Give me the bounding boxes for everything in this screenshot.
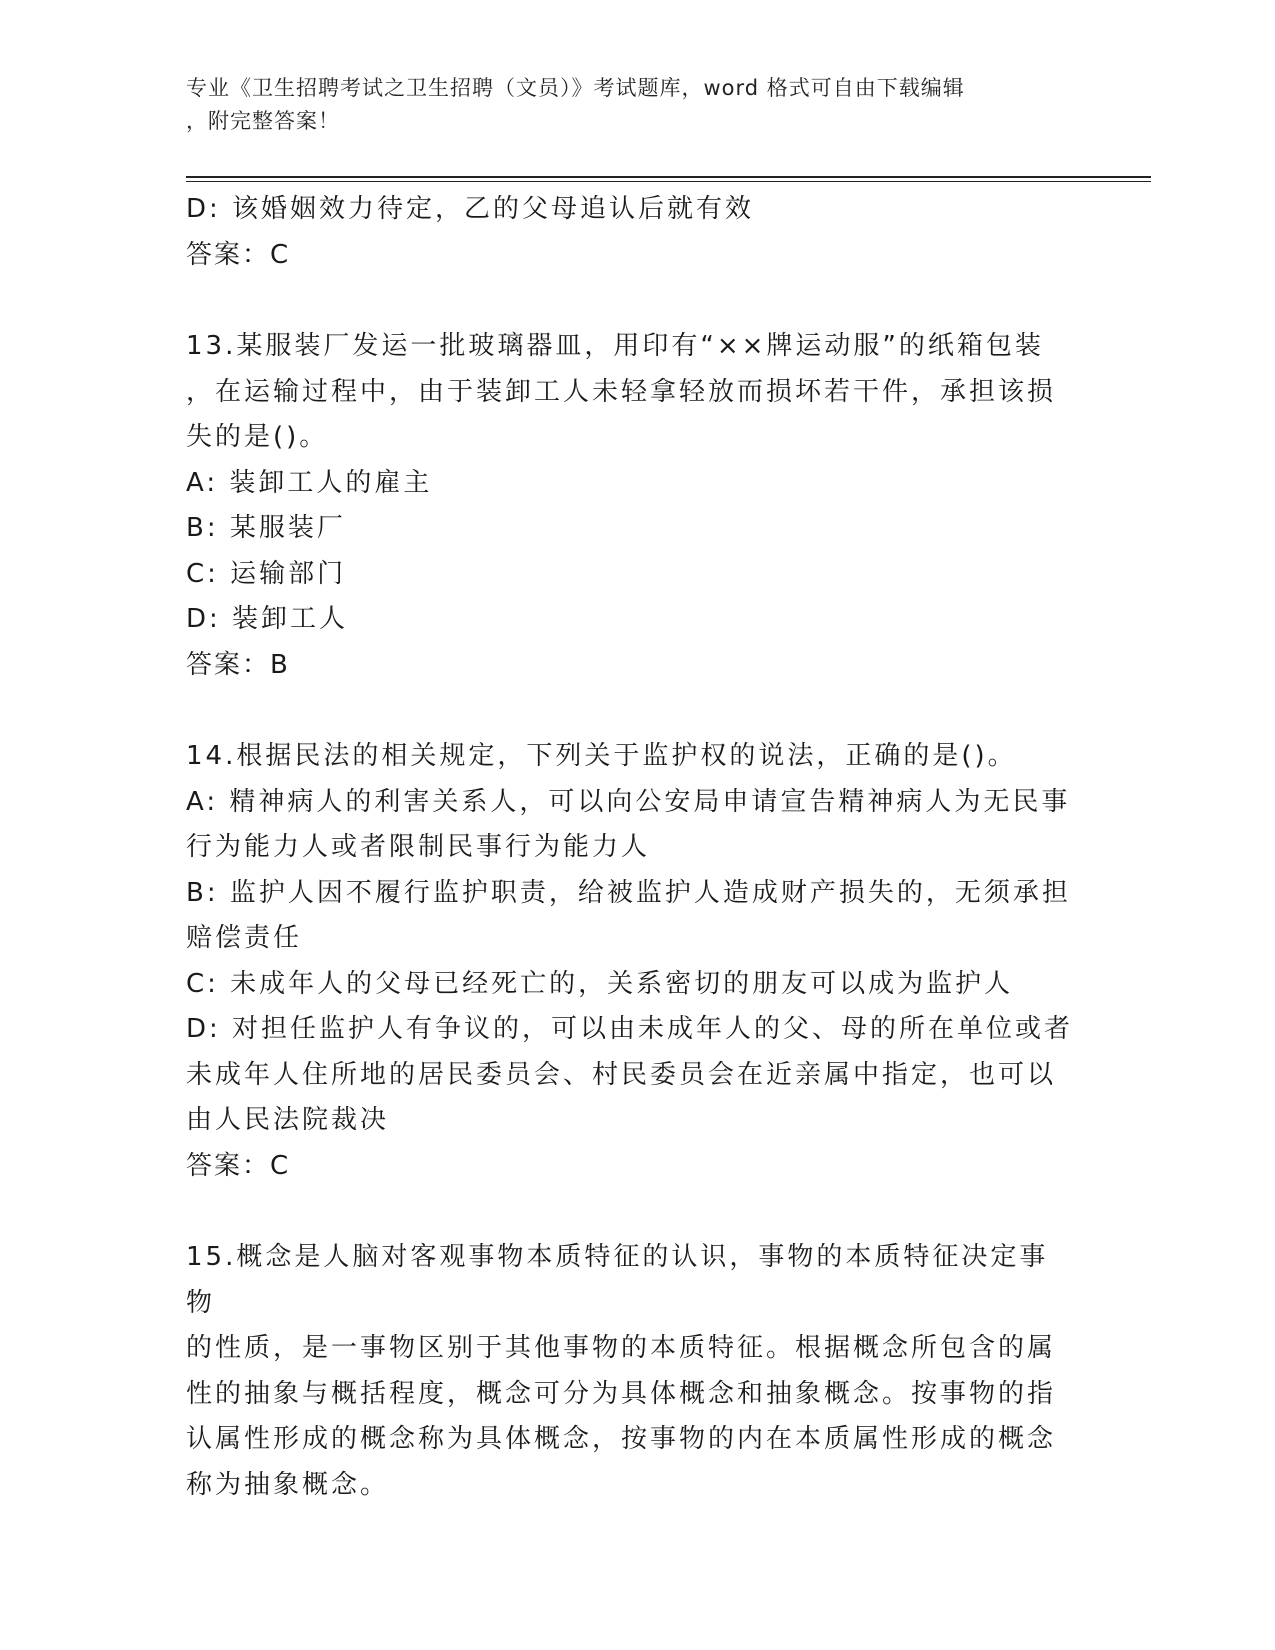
question-stem-line: 15.概念是人脑对客观事物本质特征的认识，事物的本质特征决定事物 <box>186 1242 1049 1318</box>
option-line: 行为能力人或者限制民事行为能力人 <box>186 832 651 862</box>
question-stem-line: 的性质，是一事物区别于其他事物的本质特征。根据概念所包含的属 <box>186 1333 1057 1363</box>
question-stem-line: 失的是()。 <box>186 422 329 452</box>
option-line: 未成年人住所地的居民委员会、村民委员会在近亲属中指定，也可以 <box>186 1059 1057 1090</box>
option-line: B: 监护人因不履行监护职责，给被监护人造成财产损失的，无须承担 <box>186 877 1071 908</box>
header-line-1: 专业《卫生招聘考试之卫生招聘（文员）》考试题库，word 格式可自由下载编辑 <box>186 76 965 100</box>
option-b: B: 某服装厂 <box>186 513 346 543</box>
option-line: 赔偿责任 <box>186 923 303 953</box>
spacer <box>186 688 1076 734</box>
header-line-2: ，附完整答案！ <box>186 109 340 133</box>
header-divider-thick <box>186 176 1151 178</box>
question-stem-line: ，在运输过程中，由于装卸工人未轻拿轻放而损坏若干件，承担该损 <box>186 376 1057 407</box>
document-body <box>186 187 1076 1508</box>
option-line: C: 未成年人的父母已经死亡的，关系密切的朋友可以成为监护人 <box>186 968 1014 999</box>
spacer <box>186 1189 1076 1235</box>
question-stem-line: 14.根据民法的相关规定，下列关于监护权的说法，正确的是()。 <box>186 741 1017 771</box>
question-13 <box>186 324 1076 688</box>
question-14 <box>186 734 1076 1189</box>
option-line: A: 精神病人的利害关系人，可以向公安局申请宣告精神病人为无民事 <box>186 786 1071 817</box>
option-c: C: 运输部门 <box>186 558 347 589</box>
option-d: D: 装卸工人 <box>186 604 349 634</box>
answer-line: 答案：C <box>186 1150 291 1181</box>
question-stem-line: 性的抽象与概括程度，概念可分为具体概念和抽象概念。按事物的指 <box>186 1378 1057 1409</box>
question-15 <box>186 1235 1076 1508</box>
question-stem-line: 13.某服装厂发运一批玻璃器皿，用印有“××牌运动服”的纸箱包装 <box>186 331 1044 361</box>
option-a: A: 装卸工人的雇主 <box>186 467 433 498</box>
answer-line: 答案：B <box>186 649 290 680</box>
page-header <box>186 72 1066 138</box>
option-line: 由人民法院裁决 <box>186 1105 390 1135</box>
header-divider-thin <box>186 181 1151 182</box>
spacer <box>186 278 1076 324</box>
option-d: D: 该婚姻效力待定，乙的父母追认后就有效 <box>186 194 755 224</box>
answer-line: 答案：C <box>186 239 291 270</box>
option-line: D: 对担任监护人有争议的，可以由未成年人的父、母的所在单位或者 <box>186 1014 1074 1044</box>
question-stem-line: 称为抽象概念。 <box>186 1469 390 1500</box>
previous-question-tail <box>186 187 1076 278</box>
question-stem-line: 认属性形成的概念称为具体概念，按事物的内在本质属性形成的概念 <box>186 1424 1057 1454</box>
